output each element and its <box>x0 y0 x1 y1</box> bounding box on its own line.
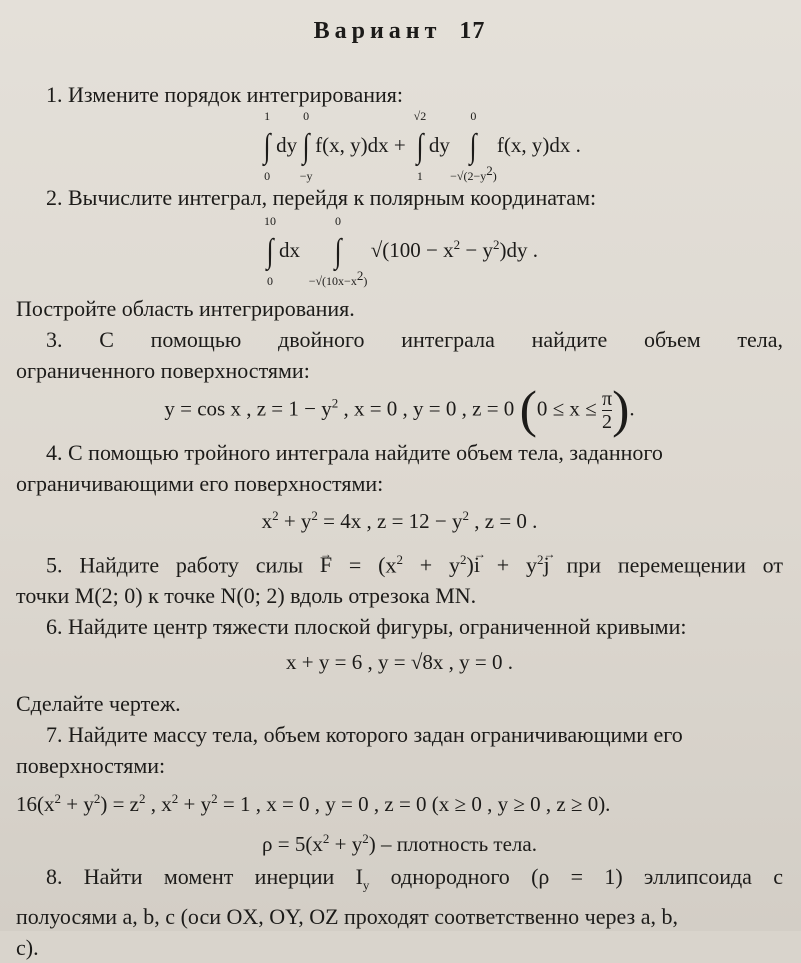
task-6 <box>16 611 783 642</box>
task-7 <box>16 719 783 750</box>
task-4-line2: ограничивающими его поверхностями: <box>16 471 384 496</box>
task-1-formula: 1 ∫ 0 dy 0 ∫ −y f(x, y)dx + √2 ∫ 1 dy 0 ∫ $-√(2-y^2)$ f(x, y)dx . <box>263 109 581 183</box>
task-text: Найдите массу тела, объем которого задан ограничивающими его <box>68 722 683 748</box>
task-3 <box>16 324 783 355</box>
task-4-formula: $x^2 + y^2 = 4x$ , $z = 12 - y^2$ , z = 0 . <box>261 508 538 533</box>
task-6-note: Сделайте чертеж. <box>16 691 181 717</box>
task-7-formula: $16(x^2 + y^2) = z^2$ , $x^2 + y^2 = 1$ , x = 0 , y = 0 , z = 0 (x ≥ 0 , y ≥ 0 , z ≥ 0). <box>16 791 611 817</box>
task-8-line2: полуосями a, b, c (оси OX, OY, OZ проходят соответственно через a, b, <box>16 903 678 929</box>
task-text: Найдите центр тяжести плоской фигуры, ограниченной кривыми: <box>68 614 687 640</box>
task-8: 8. Найти момент инерции $I_y$ однородного (ρ = 1) эллипсоида с <box>46 864 783 893</box>
task-number: 7. <box>46 722 63 748</box>
task-4 <box>16 437 783 468</box>
task-7-density: $\rho = 5(x^2 + y^2)$ – плотность тела. <box>262 831 537 857</box>
task-2 <box>16 182 783 213</box>
variant-label: Вариант <box>313 18 442 44</box>
task-8-line3: c). <box>16 934 39 960</box>
variant-title <box>16 18 783 45</box>
task-5-line2: точки M(2; 0) к точке N(0; 2) вдоль отрезока MN. <box>16 583 477 609</box>
variant-number: 17 <box>459 18 486 44</box>
task-number: 8. <box>46 864 63 890</box>
task-number: 6. <box>46 614 63 640</box>
task-text: Вычислите интеграл, перейдя к полярным координатам: <box>68 185 597 210</box>
task-text: С помощью тройного интеграла найдите объем тела, заданного <box>68 440 663 465</box>
task-number: 1. <box>46 82 63 107</box>
task-5: 5. Найдите работу силы → $F = (x^2 + y^2)\to i + y^2\to j$ при перемещении от <box>16 544 783 580</box>
task-7-line2: поверхностями: <box>16 753 166 779</box>
task-number: 4. <box>46 440 63 465</box>
task-1 <box>16 79 783 110</box>
task-2-note: Постройте область интегрирования. <box>16 296 355 321</box>
task-number: 3. <box>46 327 63 352</box>
task-6-formula: x + y = 6 , y = √8x , y = 0 . <box>286 650 513 675</box>
task-number: 5. <box>46 552 63 578</box>
task-3-line2: ограниченного поверхностями: <box>16 358 310 383</box>
task-number: 2. <box>46 185 63 210</box>
task-2-formula: 10 ∫ 0 dx 0 ∫ $-√(10x-x^2)$ $√(100 - x^2 - y^2)dy$ . <box>264 214 538 288</box>
task-text: С помощью двойного интеграла найдите объем тела, <box>99 327 784 352</box>
task-3-formula: y = cos x , $z = 1 - y^2$ , x = 0 , y = 0 , z = 0 (0 ≤ x ≤ $\frac{\pi}{2}$ ). <box>164 381 635 439</box>
task-text: Измените порядок интегрирования: <box>68 82 404 107</box>
